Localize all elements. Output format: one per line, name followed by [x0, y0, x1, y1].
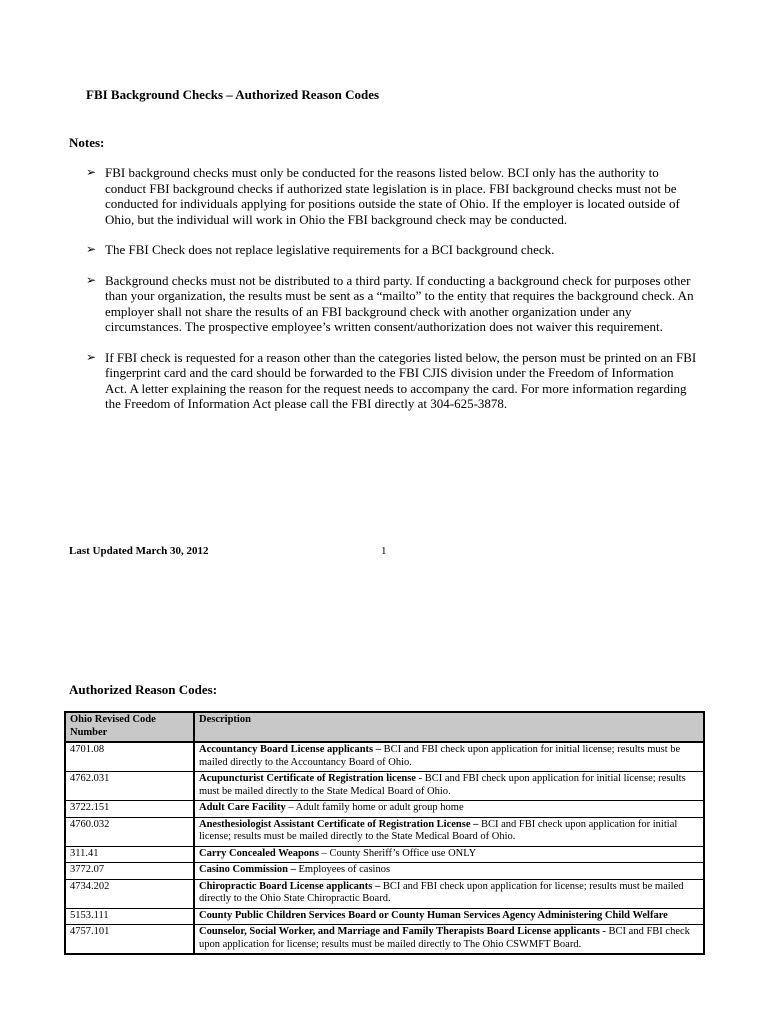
description-cell: [194, 925, 704, 955]
table-row: [65, 908, 704, 925]
table-header-row: [65, 712, 704, 742]
note-text: The FBI Check does not replace legislative requirements for a BCI background check.: [105, 242, 555, 257]
table-row: [65, 772, 704, 801]
description-text: Employees of casinos: [295, 864, 391, 875]
reason-codes-table: [64, 711, 705, 955]
note-text: If FBI check is requested for a reason other than the categories listed below, the person must be printed on an FBI fingerprint card and the card should be forwarded to the FBI CJIS division under the Freedom of Information Act. A letter explaining the reason for the request needs to accompany the card. For more information regarding the Freedom of Information Act please call the FBI directly at 304-625-3878.: [105, 349, 697, 411]
table-row: [65, 879, 704, 908]
description-title: Casino Commission –: [199, 864, 296, 875]
arrow-bullet-icon: ➢: [86, 349, 97, 364]
header-description: Description: [194, 712, 704, 742]
description-cell: [194, 772, 704, 801]
description-text: BCI and FBI check upon application for initial license; results must be mailed directly to the Accountancy Board of Ohio.: [199, 744, 681, 768]
note-item: [86, 273, 698, 335]
code-cell: 5153.111: [65, 908, 194, 925]
description-text: – County Sheriff’s Office use ONLY: [318, 847, 477, 859]
description-text: BCI and FBI check upon application for initial license; results must be mailed directly to the State Medical Board of Ohio.: [199, 818, 678, 842]
code-cell: 4701.08: [65, 742, 194, 772]
notes-list: [86, 165, 698, 427]
table-row: [65, 925, 704, 955]
document-title: FBI Background Checks – Authorized Reason Codes: [86, 87, 380, 102]
code-cell: 3722.151: [65, 801, 194, 818]
table-row: [65, 742, 704, 772]
table-row: [65, 863, 704, 880]
description-cell: [194, 908, 704, 925]
code-cell: 3772.07: [65, 863, 194, 880]
description-title: Acupuncturist Certificate of Registration license: [199, 773, 416, 784]
arrow-bullet-icon: ➢: [86, 272, 97, 287]
description-title: County Public Children Services Board or County Human Services Agency Administering Child Welfare: [199, 909, 668, 921]
last-updated-footer: Last Updated March 30, 2012: [69, 545, 209, 557]
table-row: [65, 801, 704, 818]
description-text: - BCI and FBI check upon application for initial license; results must be mailed directly to the State Medical Board of Ohio.: [199, 773, 686, 797]
note-text: FBI background checks must only be conducted for the reasons listed below. BCI only has the authority to conduct FBI background checks if authorized state legislation is in place. FBI background checks must not be conducted for individuals applying for positions outside the state of Ohio. If the employer is located outside of Ohio, but the individual will work in Ohio the FBI background check may be conducted.: [105, 165, 680, 227]
description-cell: [194, 846, 704, 863]
description-title: Carry Concealed Weapons: [199, 847, 319, 859]
description-title: Chiropractic Board License applicants –: [199, 880, 381, 892]
description-title: Accountancy Board License applicants –: [199, 744, 382, 755]
description-cell: [194, 879, 704, 908]
code-cell: 4734.202: [65, 879, 194, 908]
header-code: Ohio Revised Code Number: [65, 712, 194, 742]
arrow-bullet-icon: ➢: [86, 242, 97, 256]
description-title: Adult Care Facility: [199, 802, 286, 813]
code-cell: 311.41: [65, 846, 194, 863]
arrow-bullet-icon: ➢: [86, 165, 97, 179]
note-item: [86, 242, 698, 258]
description-cell: [194, 801, 704, 818]
description-cell: [194, 817, 704, 846]
description-title: Anesthesiologist Assistant Certificate of Registration License –: [199, 818, 479, 830]
code-cell: 4762.031: [65, 772, 194, 801]
table-row: [65, 817, 704, 846]
description-text: – Adult family home or adult group home: [285, 802, 464, 813]
description-title: Counselor, Social Worker, and Marriage and Family Therapists Board License applicants -: [199, 926, 606, 937]
note-item: [86, 165, 698, 227]
code-cell: 4757.101: [65, 925, 194, 955]
description-cell: [194, 742, 704, 772]
table-row: [65, 846, 704, 863]
description-text: BCI and FBI check upon application for license; results must be mailed directly to the Ohio State Chiropractic Board.: [199, 880, 684, 904]
codes-heading: Authorized Reason Codes:: [69, 682, 218, 697]
notes-heading: Notes:: [69, 135, 105, 150]
description-text: BCI and FBI check upon application for license; results must be mailed directly to The Ohio CSWMFT Board.: [199, 926, 690, 950]
note-item: [86, 350, 698, 412]
description-cell: [194, 863, 704, 880]
code-cell: 4760.032: [65, 817, 194, 846]
page-number: 1: [381, 545, 387, 557]
note-text: Background checks must not be distributed to a third party. If conducting a background check for purposes other than your organization, the results must be sent as a “mailto” to the entity that requires the background check. An employer shall not share the results of an FBI background check with another organization under any circumstances. The prospective employee’s written consent/authorization does not waiver this requirement.: [105, 272, 694, 334]
